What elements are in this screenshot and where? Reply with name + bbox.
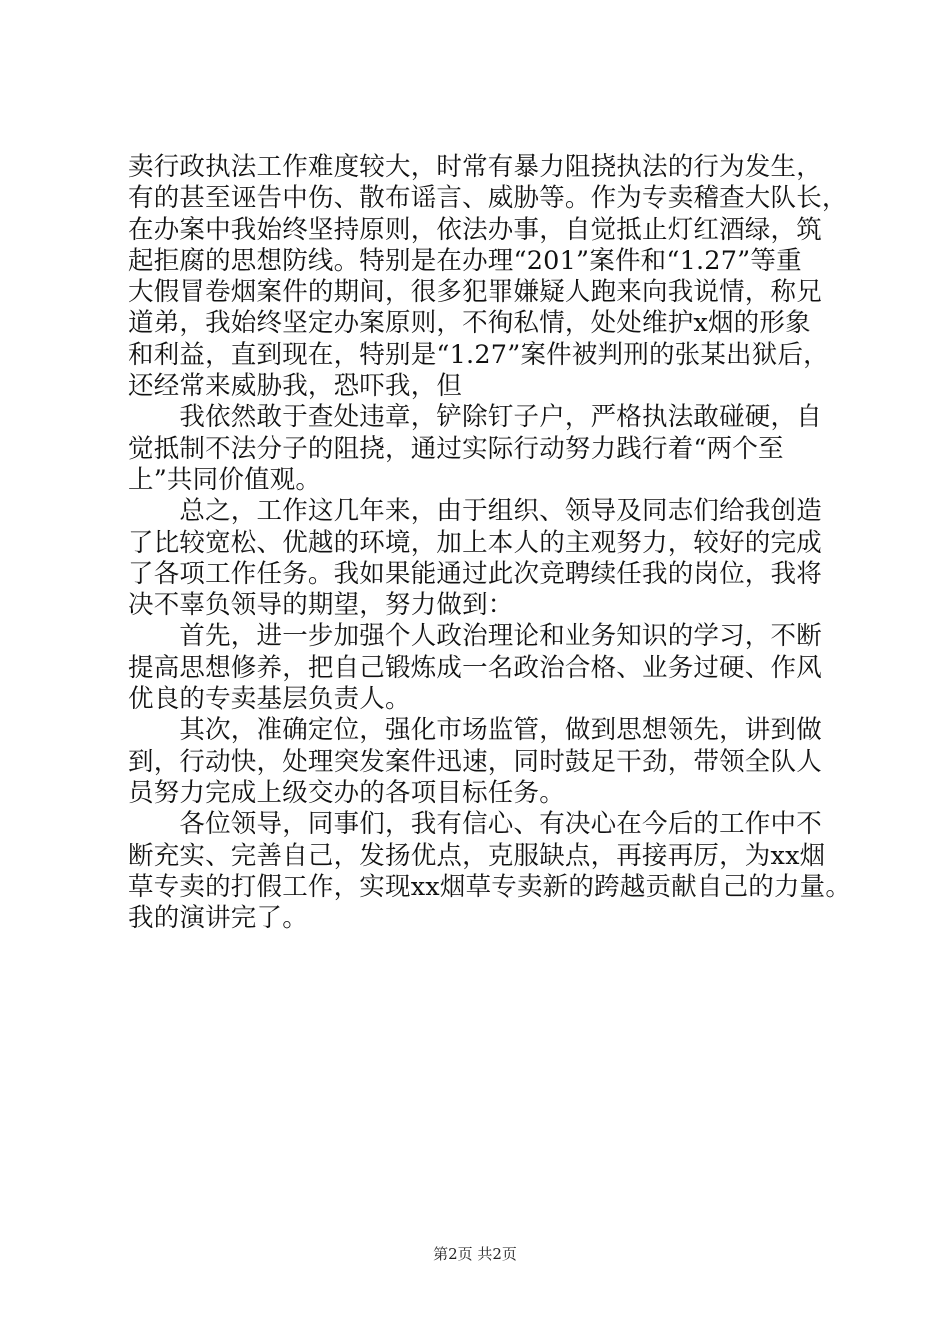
text-line: 总之，工作这几年来，由于组织、领导及同志们给我创造	[128, 496, 822, 527]
text-line: 提高思想修养，把自己锻炼成一名政治合格、业务过硬、作风	[128, 652, 822, 683]
text-line: 上”共同价值观。	[128, 464, 322, 495]
text-line: 优良的专卖基层负责人。	[128, 684, 411, 715]
text-line: 道弟，我始终坚定办案原则，不徇私情，处处维护x烟的形象	[128, 308, 811, 339]
text-line: 首先，进一步加强个人政治理论和业务知识的学习，不断	[128, 621, 822, 652]
text-line: 我的演讲完了。	[128, 903, 308, 934]
text-line: 各位领导，同事们，我有信心、有决心在今后的工作中不	[128, 809, 822, 840]
text-line: 我依然敢于查处违章，铲除钉子户，严格执法敢碰硬，自	[128, 402, 822, 433]
text-line: 到，行动快，处理突发案件迅速，同时鼓足干劲，带领全队人	[128, 746, 822, 777]
text-line: 在办案中我始终坚持原则，依法办事，自觉抵止灯红酒绿，筑	[128, 214, 822, 245]
text-line: 了比较宽松、优越的环境，加上本人的主观努力，较好的完成	[128, 527, 822, 558]
text-line: 觉抵制不法分子的阻挠，通过实际行动努力践行着“两个至	[128, 433, 784, 464]
text-line: 其次，准确定位，强化市场监管，做到思想领先，讲到做	[128, 715, 822, 746]
text-line: 卖行政执法工作难度较大，时常有暴力阻挠执法的行为发生，	[128, 152, 822, 182]
text-line: 草专卖的打假工作，实现xx烟草专卖新的跨越贡献自己的力量。	[128, 871, 852, 902]
document-body	[128, 152, 852, 934]
text-line: 和利益，直到现在，特别是“1.27”案件被判刑的张某出狱后，	[128, 339, 829, 370]
text-line: 员努力完成上级交办的各项目标任务。	[128, 777, 565, 808]
text-line: 起拒腐的思想防线。特别是在办理“201”案件和“1.27”等重	[128, 245, 802, 276]
text-line: 有的甚至诬告中伤、散布谣言、威胁等。作为专卖稽查大队长，	[128, 183, 848, 214]
text-line: 断充实、完善自己，发扬优点，克服缺点，再接再厉，为xx烟	[128, 840, 826, 871]
text-line: 大假冒卷烟案件的期间，很多犯罪嫌疑人跑来向我说情，称兄	[128, 277, 822, 308]
text-line: 决不辜负领导的期望，努力做到：	[128, 590, 514, 621]
text-line: 了各项工作任务。我如果能通过此次竞聘续任我的岗位，我将	[128, 558, 822, 589]
page-number-footer: 第2页 共2页	[433, 1245, 517, 1263]
text-line: 还经常来威胁我，恐吓我，但	[128, 371, 463, 402]
